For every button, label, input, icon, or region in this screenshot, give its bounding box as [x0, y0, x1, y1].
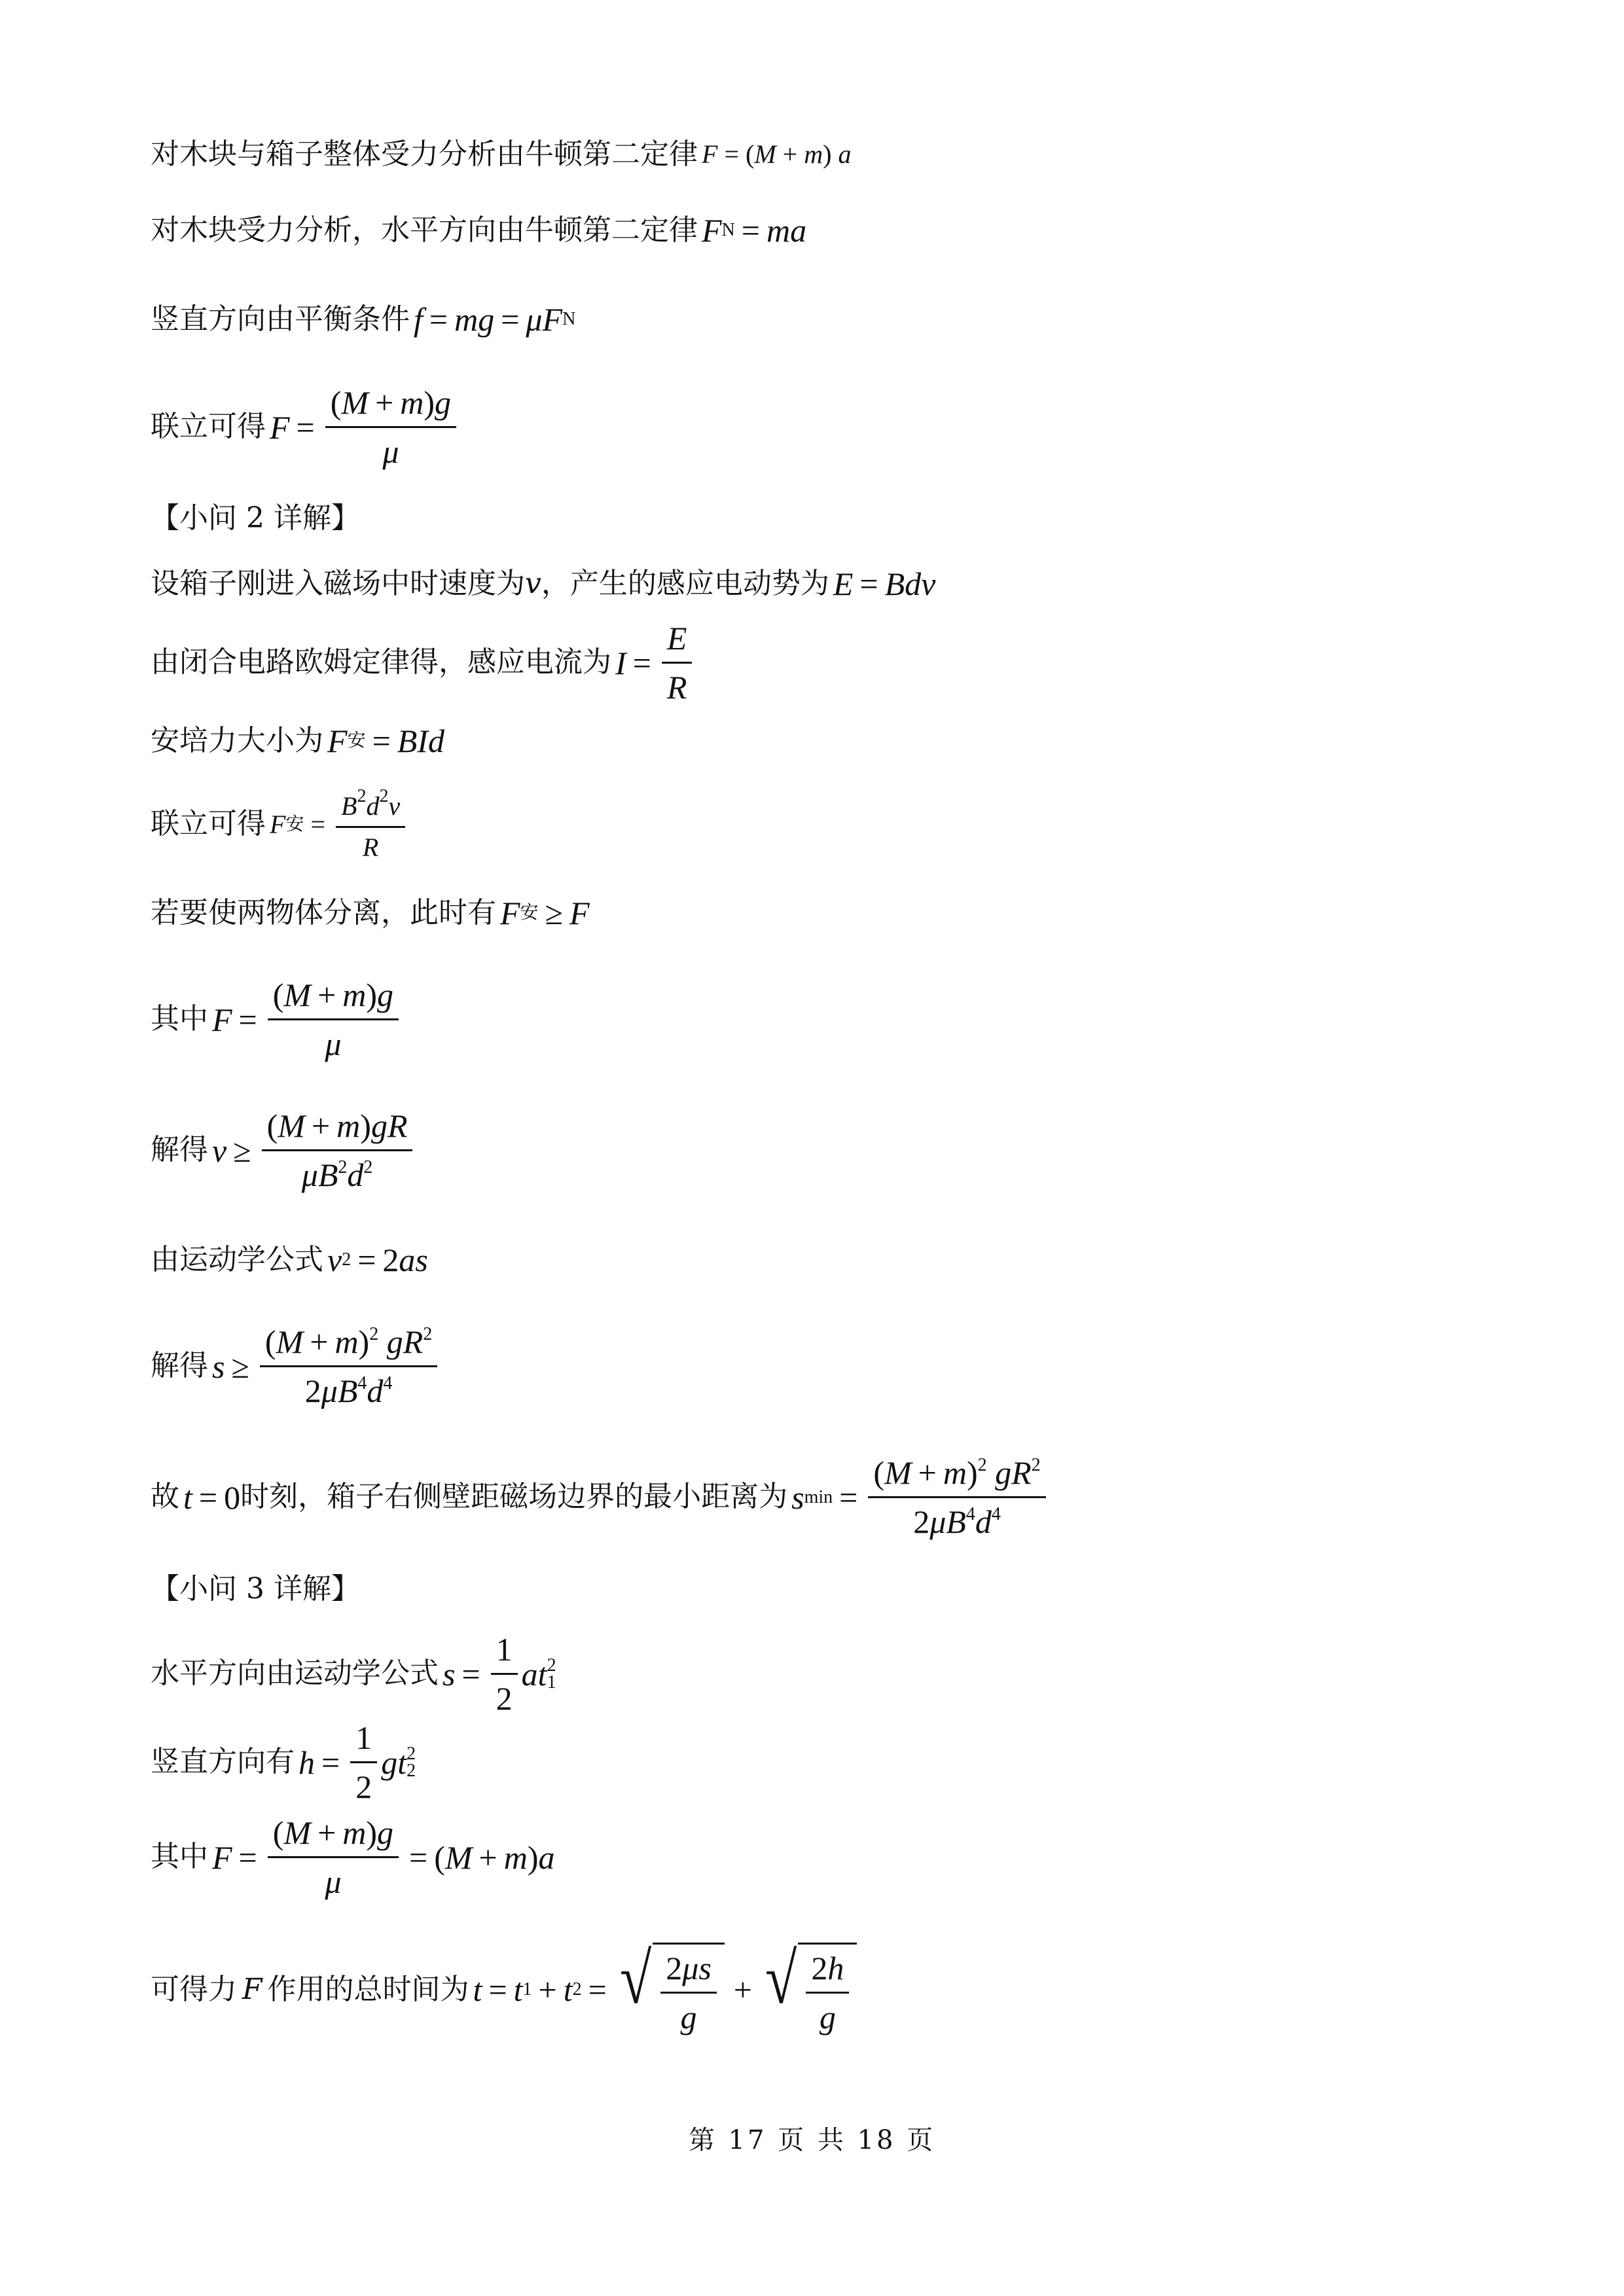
- formula: E = Bdv: [833, 565, 936, 602]
- formula: t = t 1 + t 2 = √ $\frac{2\mu s}{g}$ + √ $\frac{2h}{g}$: [473, 1943, 860, 2037]
- line-combine-F: [151, 383, 460, 471]
- text: 联立可得: [151, 410, 266, 444]
- formula: F 安 = BId: [327, 723, 444, 759]
- formula: f = mg = μF N: [414, 301, 576, 338]
- formula: F = $\frac{(M + m)g}{\mu}$: [270, 383, 460, 471]
- line-total-time: [151, 1939, 859, 2037]
- text: 时刻，箱子右侧壁距磁场边界的最小距离为: [240, 1480, 788, 1514]
- text: 解得: [151, 1349, 208, 1383]
- sub-an: 安: [520, 903, 539, 924]
- line-horizontal-kinematics: [151, 1630, 556, 1718]
- line-vertical-kinematics: [151, 1718, 416, 1806]
- formula: F = ( M + m ) a: [702, 139, 852, 170]
- text: 其中: [151, 1002, 208, 1036]
- line-separation-condition: [151, 893, 590, 933]
- line-combine-Fan: [151, 785, 409, 863]
- sub-an: 安: [285, 814, 304, 834]
- text: 水平方向由运动学公式: [151, 1657, 439, 1691]
- text: 对木块与箱子整体受力分析由牛顿第二定律: [151, 137, 698, 171]
- text: 设箱子刚进入磁场中时速度为: [151, 566, 525, 600]
- text: 竖直方向有: [151, 1745, 295, 1779]
- text: 作用的总时间为: [267, 1972, 469, 2006]
- heading-part-3: [151, 1572, 360, 1607]
- page-footer: 第 17 页 共 18 页: [688, 2125, 936, 2155]
- text: 由运动学公式: [151, 1242, 323, 1276]
- line-kinematics: [151, 1240, 428, 1280]
- formula-t0: t = 0: [183, 1479, 241, 1516]
- formula: F = $\frac{(M + m)g}{\mu}$: [212, 975, 403, 1064]
- line-solve-s: [151, 1322, 441, 1410]
- sub-an: 安: [347, 730, 366, 751]
- formula: s = $\frac{1}{2}$ at 2 1: [442, 1631, 556, 1717]
- line-ampere-force: [151, 721, 444, 761]
- line-min-distance: [151, 1453, 1050, 1541]
- text: 可得力: [151, 1972, 237, 2006]
- text: 解得: [151, 1133, 208, 1167]
- formula: F = $\frac{(M + m)g}{\mu}$ = ( M + m ) a: [212, 1814, 555, 1900]
- text: 【小问 3 详解】: [151, 1572, 360, 1605]
- sqrt-2: √ $\frac{2h}{g}$: [761, 1943, 857, 2037]
- var-F: F: [242, 1972, 262, 2006]
- formula: F 安 = $\frac{B^2d^2v}{R}$: [270, 785, 409, 863]
- text: 竖直方向由平衡条件: [151, 302, 410, 336]
- text: 故: [151, 1480, 179, 1514]
- line-vertical-balance: [151, 300, 575, 339]
- text: 其中: [151, 1840, 208, 1874]
- text: 若要使两物体分离，此时有: [151, 895, 496, 929]
- sqrt-1: √ $\frac{2\mu s}{g}$: [616, 1943, 725, 2037]
- text: ，产生的感应电动势为: [541, 566, 829, 600]
- text: 由闭合电路欧姆定律得，感应电流为: [151, 645, 611, 679]
- line-where-F: [151, 975, 403, 1064]
- line-emf: [151, 564, 935, 603]
- line-newton-block: [151, 211, 806, 250]
- line-newton-whole: [151, 137, 851, 172]
- formula: v ≥ $\frac{(M + m)gR}{\mu B^2d^2}$: [212, 1106, 416, 1194]
- text: 对木块受力分析，水平方向由牛顿第二定律: [151, 213, 698, 247]
- formula: I = $\frac{E}{R}$: [615, 619, 696, 707]
- text: 【小问 2 详解】: [151, 501, 360, 535]
- formula: F N = ma: [702, 212, 807, 249]
- formula: s min = $\frac{(M + m)^2 gR^2}{2\mu B^4d^4}$: [791, 1453, 1050, 1541]
- var-v: v: [525, 566, 541, 600]
- sub-min: min: [804, 1486, 833, 1507]
- line-where-F-acc: [151, 1813, 555, 1901]
- formula: F 安 ≥ F: [500, 895, 590, 931]
- text: 安培力大小为: [151, 723, 323, 757]
- line-current: [151, 619, 696, 707]
- formula: h = $\frac{1}{2}$ gt 2 2: [298, 1719, 416, 1805]
- formula: s ≥ $\frac{(M + m)^2 gR^2}{2\mu B^4d^4}$: [212, 1322, 441, 1410]
- heading-part-2: [151, 501, 360, 536]
- text: 联立可得: [151, 807, 266, 841]
- formula: v 2 = 2 as: [327, 1242, 428, 1278]
- line-solve-v: [151, 1106, 416, 1194]
